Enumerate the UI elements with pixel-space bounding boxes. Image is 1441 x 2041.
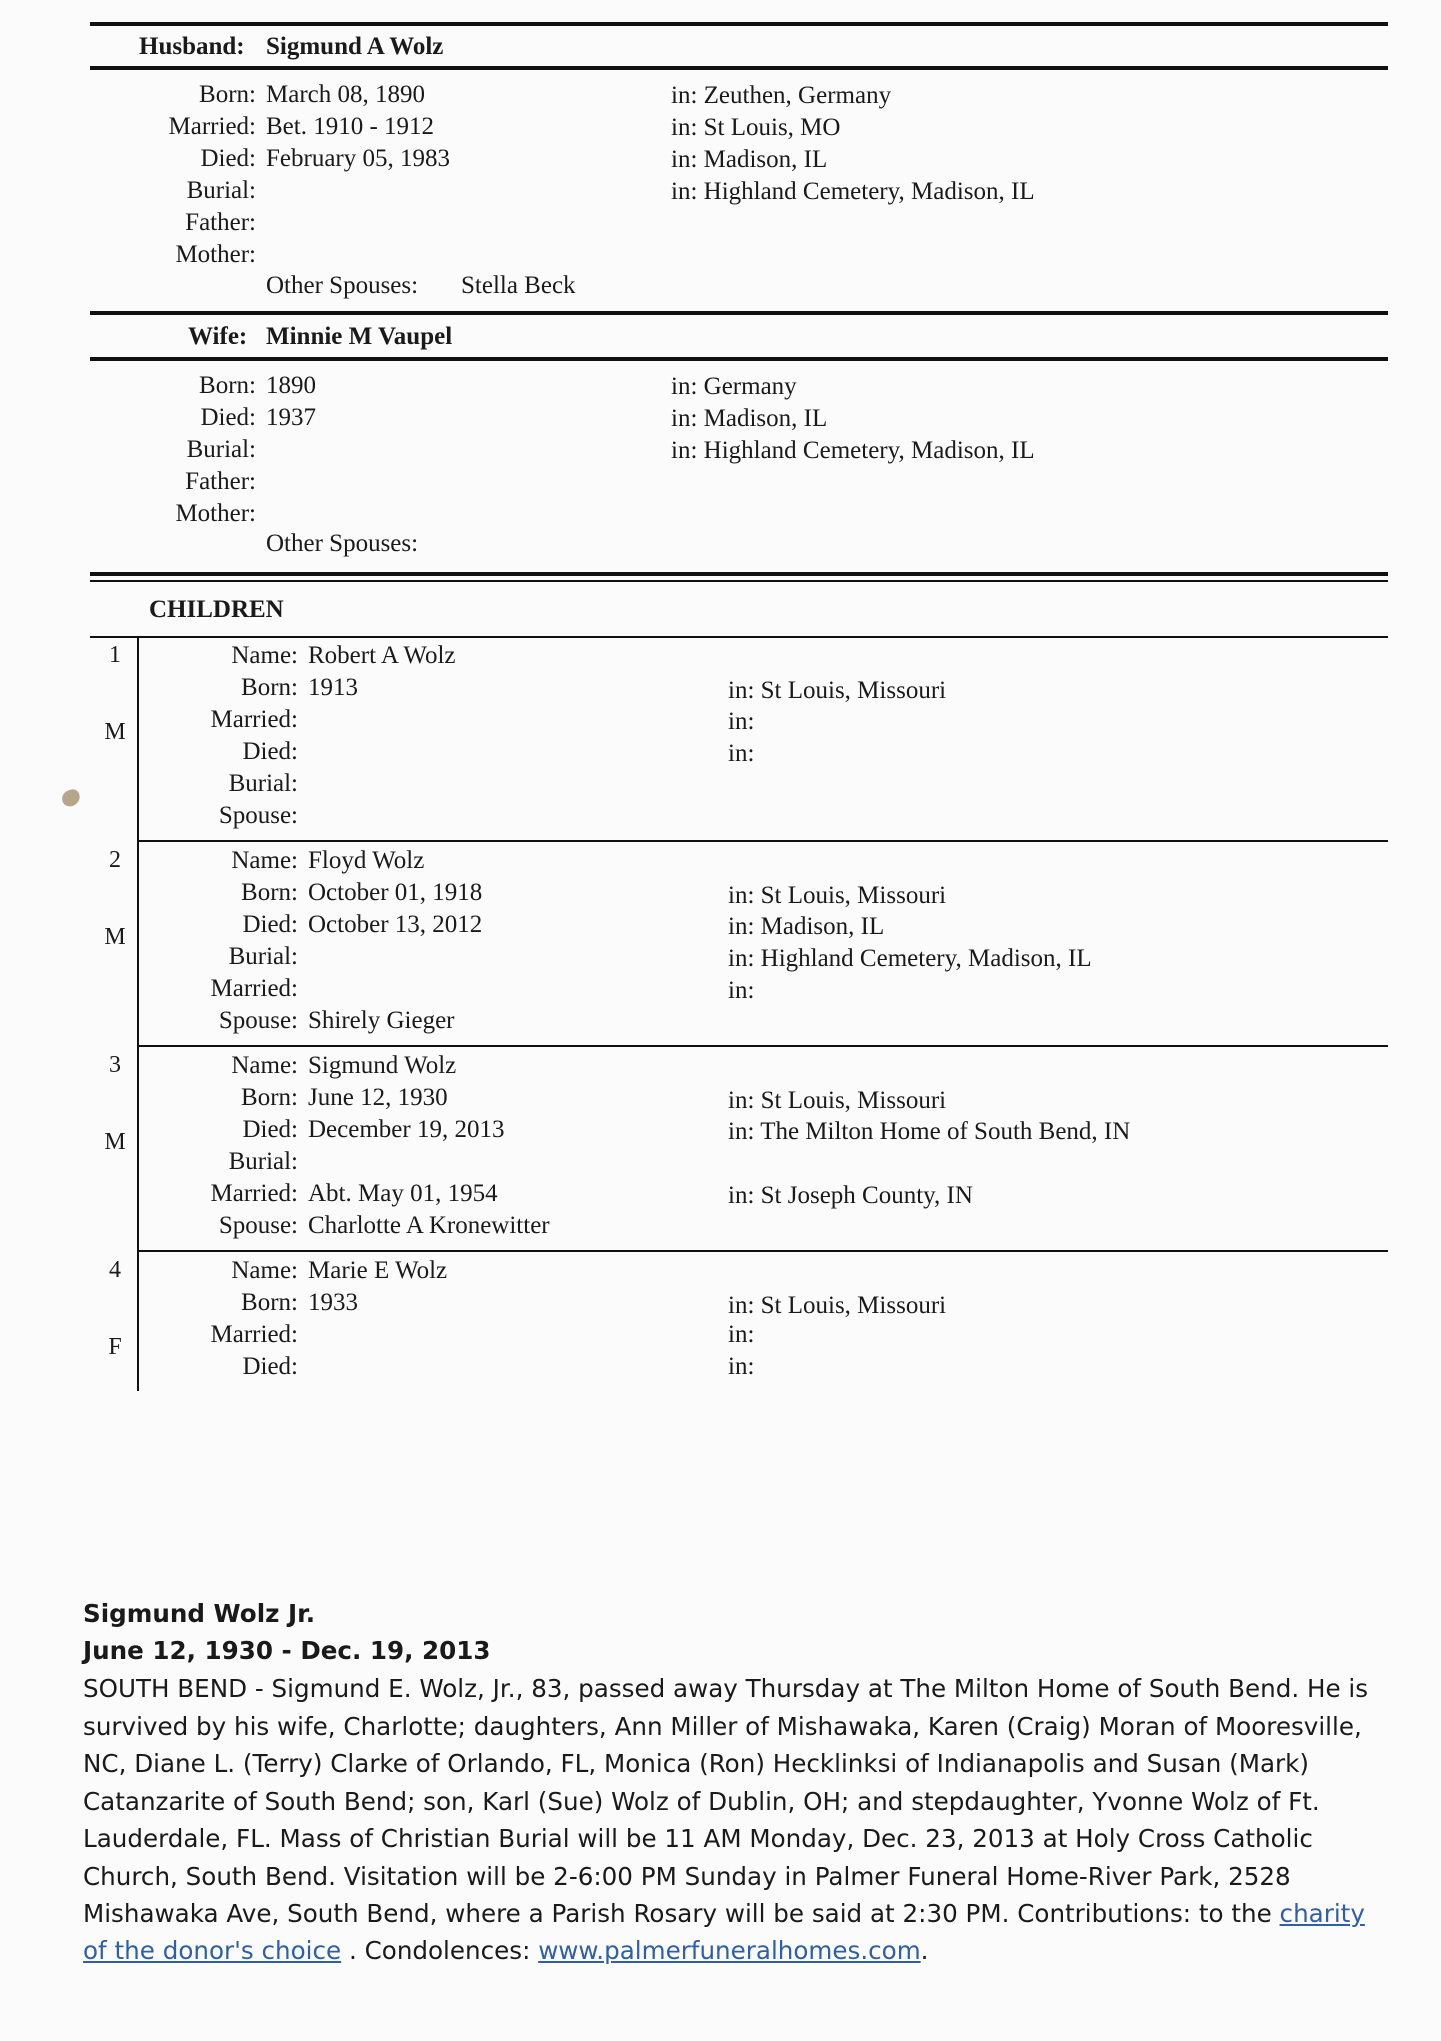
wife-born-value: 1890 <box>266 372 316 399</box>
child-died-label: Died: <box>242 911 298 938</box>
charity-link[interactable]: charity <box>1279 1899 1365 1928</box>
husband-father-label: Father: <box>185 209 256 236</box>
wife-died-label: Died: <box>200 404 256 431</box>
husband-died-place: in: Madison, IL <box>671 146 828 173</box>
child-married-label: Married: <box>210 706 298 733</box>
child-married-place: in: <box>728 708 755 735</box>
child-burial-label: Burial: <box>228 1148 298 1175</box>
obituary-end: . <box>920 1936 929 1965</box>
child-burial-place: in: Highland Cemetery, Madison, IL <box>728 945 1092 972</box>
children-heading-rule <box>90 636 1388 638</box>
wife-other-spouses-label: Other Spouses: <box>266 530 419 557</box>
child-spouse-label: Spouse: <box>218 1007 298 1034</box>
obituary-line: survived by his wife, Charlotte; daughters, Ann Miller of Mishawaka, Karen (Craig) Moran of Mooresville, <box>83 1711 1362 1741</box>
child-born-place: in: St Louis, Missouri <box>728 677 947 704</box>
husband-other-spouses-value: Stella Beck <box>461 272 576 299</box>
child-died-place: in: <box>728 740 755 767</box>
top-rule <box>90 22 1388 26</box>
child-burial-label: Burial: <box>228 943 298 970</box>
child-sex: M <box>104 924 126 950</box>
obituary-line-7 <box>83 1895 1383 1933</box>
child-divider-rule <box>137 1045 1388 1047</box>
child-spouse-value: Charlotte A Kronewitter <box>308 1212 550 1239</box>
child-sex: F <box>108 1334 122 1360</box>
child-spouse-label: Spouse: <box>218 802 298 829</box>
child-died-place: in: <box>728 1353 755 1380</box>
child-name-label: Name: <box>231 847 298 874</box>
child-born-label: Born: <box>241 674 298 701</box>
child-married-value: Abt. May 01, 1954 <box>308 1180 498 1207</box>
wife-top-rule <box>90 311 1388 315</box>
obituary-dates: June 12, 1930 - Dec. 19, 2013 <box>83 1636 491 1665</box>
child-name-label: Name: <box>231 1052 298 1079</box>
husband-heading-label: Husband: <box>139 33 245 60</box>
children-heading: CHILDREN <box>149 596 284 623</box>
child-born-value: October 01, 1918 <box>308 879 483 906</box>
husband-born-label: Born: <box>199 81 256 108</box>
donor-choice-link[interactable]: of the donor's choice <box>83 1936 342 1965</box>
husband-rule <box>90 66 1388 70</box>
wife-born-label: Born: <box>199 372 256 399</box>
child-born-place: in: St Louis, Missouri <box>728 882 947 909</box>
child-married-label: Married: <box>210 1321 298 1348</box>
husband-married-value: Bet. 1910 - 1912 <box>266 113 435 140</box>
children-number-divider <box>137 636 139 1391</box>
child-number: 2 <box>109 847 121 873</box>
husband-mother-label: Mother: <box>175 241 256 268</box>
obituary-line: SOUTH BEND - Sigmund E. Wolz, Jr., 83, passed away Thursday at The Milton Home of South Bend. He is <box>83 1674 1369 1703</box>
wife-father-label: Father: <box>185 468 256 495</box>
child-born-label: Born: <box>241 1084 298 1111</box>
wife-born-place: in: Germany <box>671 373 797 400</box>
obituary-line: Catanzarite of South Bend; son, Karl (Sue) Wolz of Dublin, OH; and stepdaughter, Yvonne Wolz of Ft. <box>83 1786 1320 1816</box>
children-top-rule-2 <box>90 580 1388 582</box>
child-divider-rule <box>137 840 1388 842</box>
child-married-label: Married: <box>210 975 298 1002</box>
child-married-place: in: <box>728 977 755 1004</box>
child-died-label: Died: <box>242 1116 298 1143</box>
wife-died-value: 1937 <box>266 404 316 431</box>
wife-name: Minnie M Vaupel <box>266 323 453 350</box>
condolences-label: . Condolences: <box>341 1936 539 1965</box>
husband-name: Sigmund A Wolz <box>266 33 444 60</box>
child-born-value: 1933 <box>308 1289 358 1316</box>
child-born-value: 1913 <box>308 674 358 701</box>
wife-died-place: in: Madison, IL <box>671 405 828 432</box>
child-spouse-label: Spouse: <box>218 1212 298 1239</box>
child-died-label: Died: <box>242 738 298 765</box>
child-born-label: Born: <box>241 1289 298 1316</box>
obituary-name: Sigmund Wolz Jr. <box>83 1599 316 1628</box>
child-born-place: in: St Louis, Missouri <box>728 1292 947 1319</box>
child-name-value: Sigmund Wolz <box>308 1052 457 1079</box>
child-sex: M <box>104 1129 126 1155</box>
child-name-label: Name: <box>231 642 298 669</box>
husband-born-place: in: Zeuthen, Germany <box>671 82 892 109</box>
child-sex: M <box>104 719 126 745</box>
husband-burial-place: in: Highland Cemetery, Madison, IL <box>671 178 1035 205</box>
child-spouse-value: Shirely Gieger <box>308 1007 455 1034</box>
child-name-label: Name: <box>231 1257 298 1284</box>
husband-other-spouses-label: Other Spouses: <box>266 272 419 299</box>
obituary-line: Church, South Bend. Visitation will be 2-6:00 PM Sunday in Palmer Funeral Home-River Park, 2528 <box>83 1861 1291 1891</box>
child-died-label: Died: <box>242 1353 298 1380</box>
husband-burial-label: Burial: <box>186 177 256 204</box>
funeral-home-link[interactable]: www.palmerfuneralhomes.com <box>538 1936 921 1965</box>
husband-married-place: in: St Louis, MO <box>671 114 841 141</box>
child-divider-rule <box>137 1250 1388 1252</box>
child-died-value: October 13, 2012 <box>308 911 483 938</box>
child-burial-label: Burial: <box>228 770 298 797</box>
child-died-place: in: Madison, IL <box>728 913 885 940</box>
husband-born-value: March 08, 1890 <box>266 81 425 108</box>
child-died-place: in: The Milton Home of South Bend, IN <box>728 1118 1131 1145</box>
child-married-place: in: <box>728 1321 755 1348</box>
child-born-value: June 12, 1930 <box>308 1084 448 1111</box>
child-married-label: Married: <box>210 1180 298 1207</box>
husband-married-label: Married: <box>168 113 256 140</box>
husband-died-label: Died: <box>200 145 256 172</box>
wife-heading-label: Wife: <box>188 323 248 350</box>
child-married-place: in: St Joseph County, IN <box>728 1182 973 1209</box>
wife-mother-label: Mother: <box>175 500 256 527</box>
husband-died-value: February 05, 1983 <box>266 145 450 172</box>
child-born-label: Born: <box>241 879 298 906</box>
child-born-place: in: St Louis, Missouri <box>728 1087 947 1114</box>
children-top-rule <box>90 572 1388 576</box>
obituary-line: Lauderdale, FL. Mass of Christian Burial will be 11 AM Monday, Dec. 23, 2013 at Holy Cross Catholic <box>83 1824 1313 1853</box>
child-name-value: Marie E Wolz <box>308 1257 448 1284</box>
child-name-value: Robert A Wolz <box>308 642 456 669</box>
child-died-value: December 19, 2013 <box>308 1116 505 1143</box>
wife-burial-label: Burial: <box>186 436 256 463</box>
child-number: 4 <box>109 1257 121 1283</box>
wife-burial-place: in: Highland Cemetery, Madison, IL <box>671 437 1035 464</box>
child-name-value: Floyd Wolz <box>308 847 425 874</box>
wife-rule <box>90 357 1388 361</box>
obituary-line: NC, Diane L. (Terry) Clarke of Orlando, FL, Monica (Ron) Hecklinksi of Indianapolis and Susan (Mark) <box>83 1749 1309 1778</box>
obituary-line-8 <box>83 1932 1383 1970</box>
paper-stain <box>60 787 82 808</box>
child-number: 1 <box>109 642 121 668</box>
child-number: 3 <box>109 1052 121 1078</box>
obituary-line-7-text: Mishawaka Ave, South Bend, where a Parish Rosary will be said at 2:30 PM. Contributions: to the <box>83 1899 1280 1928</box>
